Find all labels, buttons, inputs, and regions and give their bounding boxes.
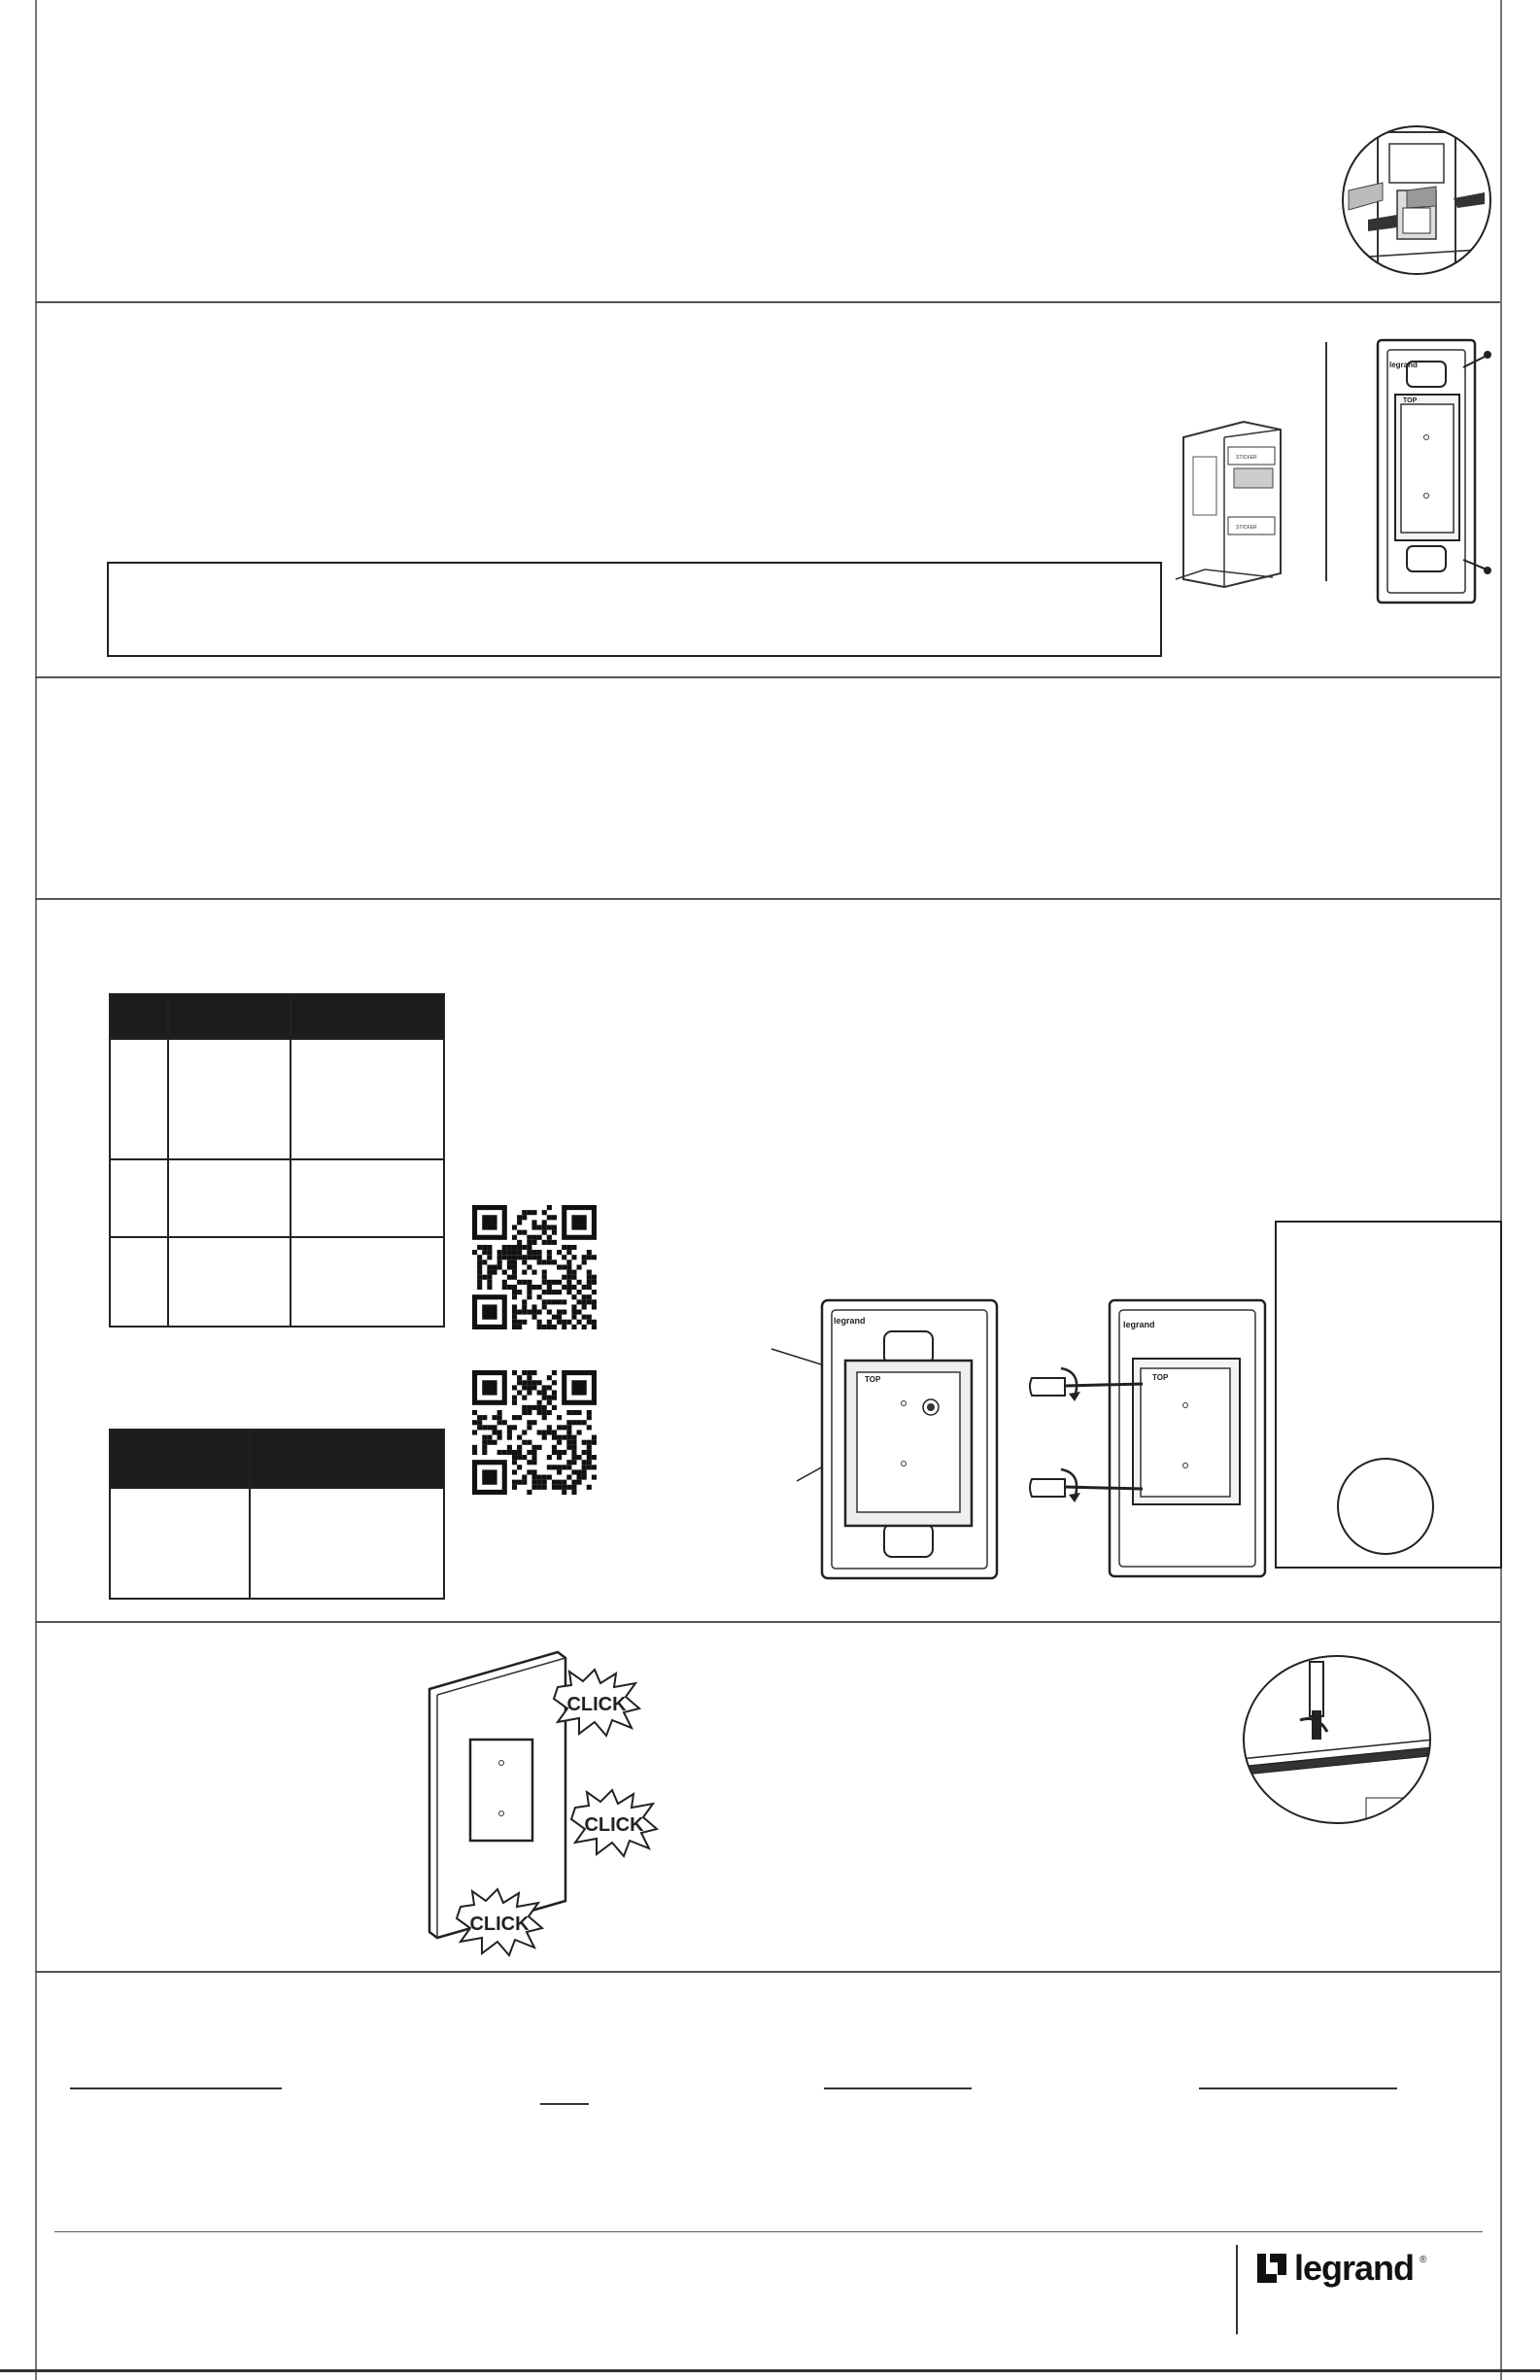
click-label: CLICK — [584, 1814, 644, 1836]
connector-detail-illustration — [1339, 122, 1494, 278]
section-divider — [35, 898, 1500, 900]
click-label: CLICK — [469, 1914, 530, 1935]
plate-removal-detail-illustration — [1240, 1652, 1434, 1827]
qr-code-1[interactable] — [472, 1205, 597, 1329]
click-burst-3 — [453, 1887, 546, 1957]
table-header-cell — [250, 1430, 444, 1488]
footer-vertical-divider — [1236, 2245, 1238, 2334]
wall-box-illustration — [1166, 408, 1292, 593]
click-burst-2 — [567, 1788, 661, 1858]
section-divider — [35, 301, 1500, 303]
table-row — [110, 1237, 444, 1327]
compatibility-table — [109, 1429, 445, 1600]
table-header-cell — [291, 994, 444, 1039]
specification-table — [109, 993, 445, 1328]
click-burst-1 — [550, 1668, 643, 1738]
form-line — [824, 2087, 972, 2089]
section-divider — [35, 1621, 1500, 1623]
illustration-divider — [1325, 342, 1327, 581]
form-line — [70, 2087, 282, 2089]
plate-brand-label: legrand — [834, 1316, 866, 1326]
top-marker: TOP — [1403, 397, 1418, 404]
page-border-left — [35, 0, 37, 2380]
form-line — [1199, 2087, 1397, 2089]
form-line — [540, 2103, 589, 2105]
footer-divider — [54, 2231, 1483, 2232]
indicator-circle — [1337, 1458, 1434, 1555]
top-marker: TOP — [1152, 1373, 1169, 1382]
device-front-illustration — [768, 1291, 1010, 1582]
plate-brand-label: legrand — [1389, 361, 1418, 369]
note-box — [107, 562, 1162, 657]
table-header-cell — [168, 994, 291, 1039]
svg-text:STICKER: STICKER — [1236, 525, 1257, 531]
qr-code-2[interactable] — [472, 1370, 597, 1495]
legrand-logo — [1255, 2249, 1426, 2288]
section-divider — [35, 1971, 1500, 1973]
table-row — [110, 1488, 444, 1599]
legrand-logo-text: legrand — [1294, 2248, 1415, 2288]
plate-brand-label: legrand — [1123, 1320, 1155, 1329]
screwdriver-mounting-illustration — [1026, 1289, 1279, 1580]
section-divider — [35, 676, 1500, 678]
top-marker: TOP — [865, 1375, 881, 1384]
click-label: CLICK — [566, 1694, 627, 1715]
page-border-bottom — [0, 2369, 1540, 2372]
page-border-right — [1500, 0, 1502, 2380]
table-header-cell — [110, 994, 168, 1039]
table-row — [110, 1159, 444, 1237]
table-row — [110, 1039, 444, 1159]
table-header-cell — [110, 1430, 250, 1488]
registered-mark: ® — [1420, 2255, 1427, 2265]
svg-text:STICKER: STICKER — [1236, 455, 1257, 461]
legrand-logo-icon — [1255, 2252, 1288, 2285]
wallplate-mounting-illustration — [1349, 321, 1494, 612]
